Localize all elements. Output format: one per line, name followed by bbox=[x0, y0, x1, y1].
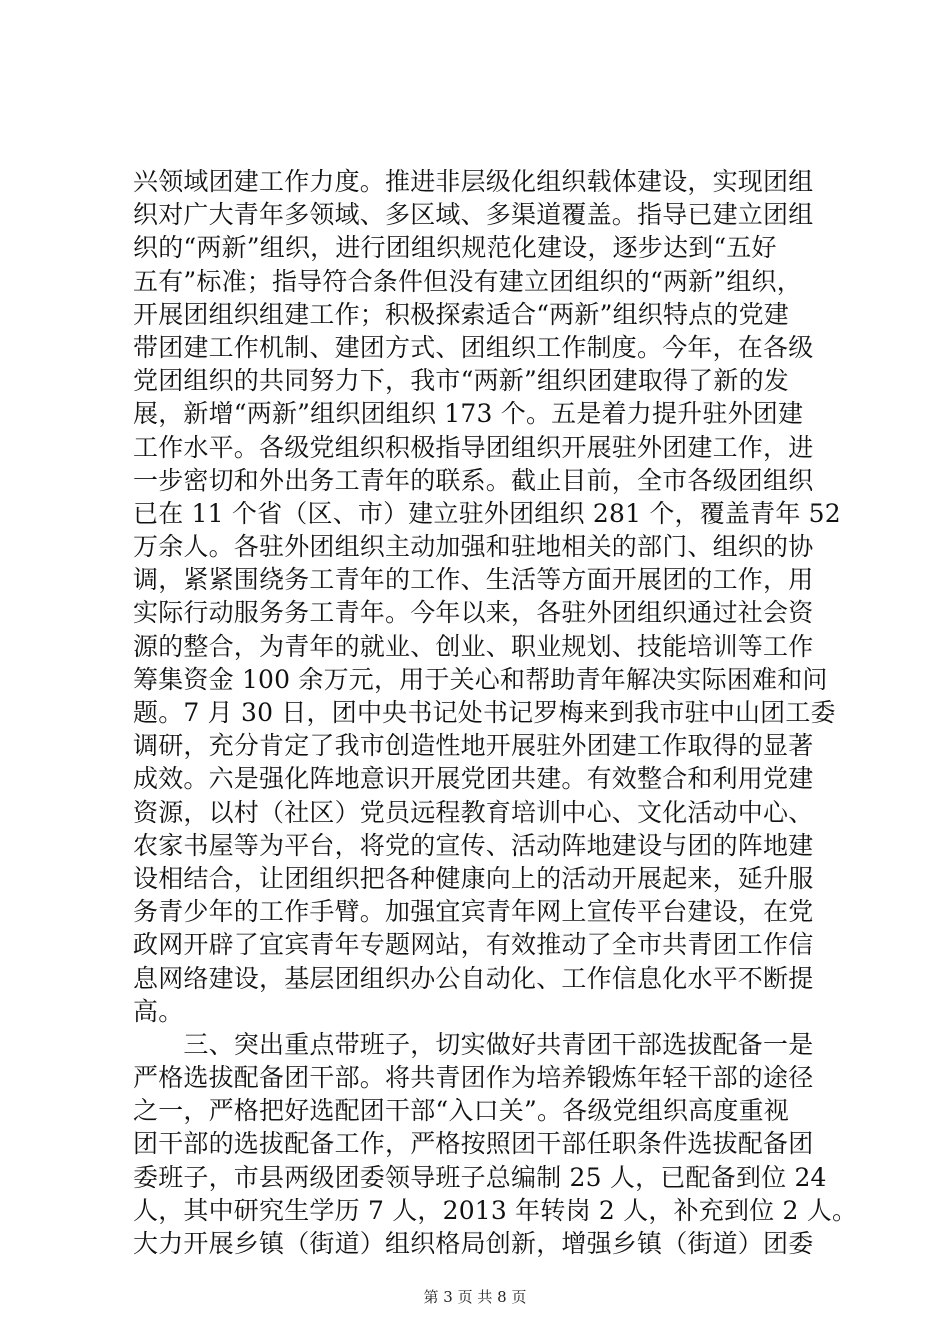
text-line: 调，紧紧围绕务工青年的工作、生活等方面开展团的工作，用 bbox=[133, 565, 814, 595]
text-line: 三、突出重点带班子，切实做好共青团干部选拔配备一是 bbox=[133, 1029, 814, 1059]
text-line: 严格选拔配备团干部。将共青团作为培养锻炼年轻干部的途径 bbox=[133, 1063, 814, 1093]
text-line: 源的整合，为青年的就业、创业、职业规划、技能培训等工作 bbox=[133, 631, 814, 661]
text-line: 实际行动服务务工青年。今年以来，各驻外团组织通过社会资 bbox=[133, 598, 814, 628]
text-line: 织对广大青年多领域、多区域、多渠道覆盖。指导已建立团组 bbox=[133, 200, 814, 230]
text-line: 筹集资金 100 余万元，用于关心和帮助青年解决实际困难和问 bbox=[133, 664, 828, 694]
text-line: 调研，充分肯定了我市创造性地开展驻外团建工作取得的显著 bbox=[133, 731, 814, 761]
text-line: 委班子，市县两级团委领导班子总编制 25 人，已配备到位 24 bbox=[133, 1162, 827, 1192]
text-line: 政网开辟了宜宾青年专题网站，有效推动了全市共青团工作信 bbox=[133, 930, 814, 960]
text-line: 设相结合，让团组织把各种健康向上的活动开展起来，延升服 bbox=[133, 863, 814, 893]
text-line: 工作水平。各级党组织积极指导团组织开展驻外团建工作，进 bbox=[133, 432, 814, 462]
text-line: 农家书屋等为平台，将党的宣传、活动阵地建设与团的阵地建 bbox=[133, 830, 814, 860]
page-footer: 第 3 页 共 8 页 bbox=[423, 1288, 527, 1306]
text-line: 开展团组织组建工作；积极探索适合“两新”组织特点的党建 bbox=[133, 299, 789, 329]
text-line: 息网络建设，基层团组织办公自动化、工作信息化水平不断提 bbox=[133, 963, 814, 993]
text-line: 题。7 月 30 日，团中央书记处书记罗梅来到我市驻中山团工委 bbox=[133, 698, 836, 727]
text-line: 一步密切和外出务工青年的联系。截止目前，全市各级团组织 bbox=[133, 465, 814, 495]
text-line: 团干部的选拔配备工作，严格按照团干部任职条件选拔配备团 bbox=[133, 1129, 814, 1159]
text-line: 织的“两新”组织，进行团组织规范化建设，逐步达到“五好 bbox=[133, 233, 777, 263]
text-line: 资源，以村（社区）党员远程教育培训中心、文化活动中心、 bbox=[133, 797, 814, 827]
text-line: 党团组织的共同努力下，我市“两新”组织团建取得了新的发 bbox=[133, 366, 789, 396]
text-line: 已在 11 个省（区、市）建立驻外团组织 281 个，覆盖青年 52 bbox=[133, 498, 841, 528]
text-line: 成效。六是强化阵地意识开展党团共建。有效整合和利用党建 bbox=[133, 764, 814, 794]
text-line: 务青少年的工作手臂。加强宜宾青年网上宣传平台建设，在党 bbox=[133, 897, 814, 927]
document-body bbox=[133, 165, 858, 1260]
text-line: 展，新增“两新”组织团组织 173 个。五是着力提升驻外团建 bbox=[133, 399, 804, 429]
text-line: 万余人。各驻外团组织主动加强和驻地相关的部门、组织的协 bbox=[133, 532, 814, 562]
text-line: 大力开展乡镇（街道）组织格局创新，增强乡镇（街道）团委 bbox=[133, 1229, 814, 1258]
text-line: 人，其中研究生学历 7 人，2013 年转岗 2 人，补充到位 2 人。 bbox=[133, 1195, 858, 1225]
text-line: 兴领域团建工作力度。推进非层级化组织载体建设，实现团组 bbox=[133, 167, 814, 196]
text-line: 五有”标准；指导符合条件但没有建立团组织的“两新”组织， bbox=[133, 266, 802, 296]
text-line: 之一，严格把好选配团干部“入口关”。各级党组织高度重视 bbox=[133, 1096, 789, 1126]
text-line: 高。 bbox=[133, 996, 184, 1026]
text-line: 带团建工作机制、建团方式、团组织工作制度。今年，在各级 bbox=[133, 332, 814, 362]
